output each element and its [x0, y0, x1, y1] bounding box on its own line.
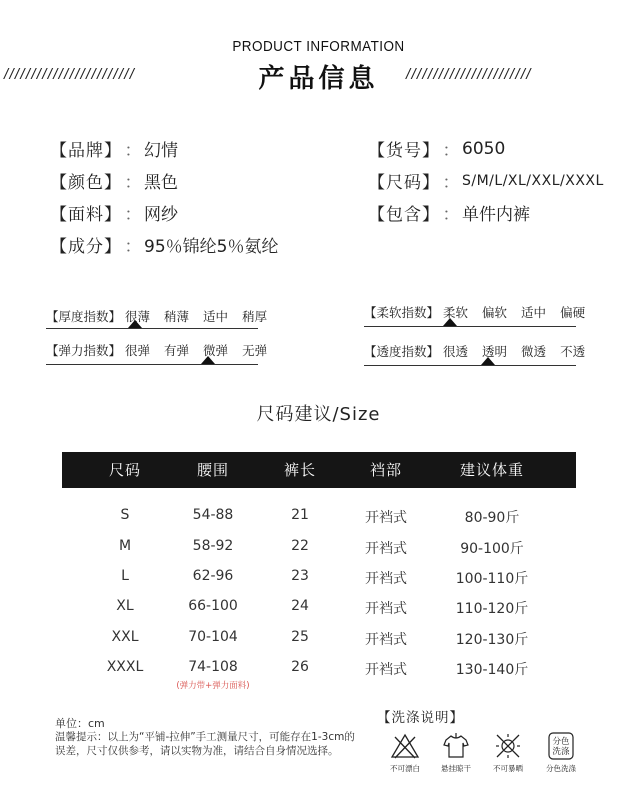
wash-item: [536, 732, 586, 774]
header-size: 尺码: [108, 461, 142, 479]
transparency-option: 透明: [482, 344, 508, 359]
thickness-option: 适中: [203, 309, 229, 324]
cell-weight: 120-130斤: [455, 632, 529, 648]
cell-waist: 74-108: [188, 659, 238, 675]
wash-item: [431, 732, 481, 774]
wash-item-label: 悬挂晾干: [441, 764, 471, 773]
colon: ：: [442, 173, 460, 193]
wash-item-label: 不可漂白: [390, 764, 420, 773]
color-value: 黑色: [144, 173, 178, 193]
softness-index: [364, 303, 599, 321]
softness-marker: [443, 318, 457, 326]
cell-weight: 130-140斤: [455, 662, 529, 678]
cell-waist: 66-100: [188, 598, 238, 614]
colon: ：: [442, 205, 460, 225]
info-color: [50, 168, 178, 193]
unit-label: 单位：cm: [55, 717, 105, 730]
brand-value: 幻情: [144, 141, 178, 161]
cell-size: S: [120, 507, 130, 523]
cell-crotch: 开裆式: [365, 632, 407, 648]
package-label: 【包含】: [368, 205, 440, 225]
cell-waist: 54-88: [192, 507, 234, 523]
info-size: [368, 168, 604, 193]
composition-value: 95％锦纶5％氨纶: [144, 237, 279, 257]
softness-scale-line: [364, 326, 576, 327]
cell-length: 25: [291, 629, 309, 645]
size-table-header: [62, 452, 576, 488]
wash-instructions-title: 【洗涤说明】: [377, 710, 464, 726]
wash-item: [483, 732, 533, 774]
cell-crotch: 开裆式: [365, 510, 407, 526]
cell-size: XXXL: [106, 659, 144, 675]
thickness-option: 很薄: [125, 309, 151, 324]
composition-label: 【成分】: [50, 237, 122, 257]
cell-crotch: 开裆式: [365, 571, 407, 587]
size-section-title: 尺码建议/Size: [256, 404, 381, 425]
colon: ：: [442, 141, 460, 161]
cell-length: 24: [291, 598, 309, 614]
cell-waist: 62-96: [192, 568, 234, 584]
package-value: 单件内裤: [462, 205, 530, 225]
no-sun-dry-icon: [493, 732, 523, 760]
sku-label: 【货号】: [368, 141, 440, 161]
cell-weight: 90-100斤: [460, 541, 524, 557]
cell-size: XXL: [111, 629, 139, 645]
color-label: 【颜色】: [50, 173, 122, 193]
decorative-slashes-left: ////////////////////////: [4, 66, 136, 83]
elasticity-marker: [201, 356, 215, 364]
info-sku: [368, 136, 505, 161]
badge-bottom-text: 洗涤: [552, 747, 570, 757]
elasticity-option: 无弹: [242, 343, 268, 358]
thickness-index-label: 【厚度指数】: [46, 309, 122, 324]
measurement-tips: 温馨提示：以上为“平铺-拉伸”手工测量尺寸，可能存在1-3cm的误差，尺寸仅供参考，请以实物为准，请结合自身情况选择。: [55, 731, 355, 757]
cell-waist: 58-92: [192, 538, 234, 554]
no-bleach-icon: [390, 732, 420, 760]
elasticity-option: 有弹: [164, 343, 190, 358]
wash-item-label: 不可暴晒: [493, 764, 523, 773]
fabric-value: 网纱: [144, 205, 178, 225]
cell-crotch: 开裆式: [365, 601, 407, 617]
cell-crotch: 开裆式: [365, 541, 407, 557]
header-waist: 腰围: [196, 461, 230, 479]
header-crotch: 裆部: [369, 461, 403, 479]
header-title-cn: 产品信息: [258, 64, 379, 94]
elasticity-option: 很弹: [125, 343, 151, 358]
thickness-index: [46, 307, 281, 325]
colon: ：: [124, 237, 142, 257]
softness-index-label: 【柔软指数】: [364, 305, 440, 320]
elasticity-index-label: 【弹力指数】: [46, 343, 122, 358]
hang-dry-icon: [441, 732, 471, 760]
fabric-label: 【面料】: [50, 205, 122, 225]
header-length: 裤长: [283, 461, 317, 479]
thickness-scale-line: [46, 328, 258, 329]
cell-length: 26: [291, 659, 309, 675]
colon: ：: [124, 141, 142, 161]
cell-weight: 100-110斤: [455, 571, 529, 587]
transparency-marker: [481, 357, 495, 365]
transparency-index-label: 【透度指数】: [364, 344, 440, 359]
sku-value: 6050: [462, 138, 506, 159]
colon: ：: [124, 173, 142, 193]
thickness-option: 稍厚: [242, 309, 268, 324]
cell-length: 21: [291, 507, 309, 523]
colon: ：: [124, 205, 142, 225]
transparency-option: 微透: [521, 344, 547, 359]
info-composition: [50, 232, 278, 257]
softness-option: 适中: [521, 305, 547, 320]
size-label: 【尺码】: [368, 173, 440, 193]
cell-length: 23: [291, 568, 309, 584]
transparency-scale-line: [364, 365, 576, 366]
cell-waist: 70-104: [188, 629, 238, 645]
badge-top-text: 分色: [552, 737, 570, 747]
cell-size: L: [121, 568, 129, 584]
thickness-marker: [128, 320, 142, 328]
thickness-option: 稍薄: [164, 309, 190, 324]
softness-option: 偏软: [482, 305, 508, 320]
header-weight: 建议体重: [459, 461, 525, 479]
size-value: S/M/L/XL/XXL/XXXL: [462, 172, 604, 189]
info-package: [368, 200, 530, 225]
softness-option: 柔软: [443, 305, 469, 320]
cell-length: 22: [291, 538, 309, 554]
cell-crotch: 开裆式: [365, 662, 407, 678]
waist-note: (弹力带+弹力面料): [176, 681, 250, 691]
wash-separately-icon: [546, 732, 576, 760]
header-title-en: PRODUCT INFORMATION: [232, 38, 405, 55]
info-fabric: [50, 200, 178, 225]
decorative-slashes-right: ///////////////////////: [406, 66, 532, 83]
wash-item-label: 分色洗涤: [546, 764, 576, 773]
cell-weight: 80-90斤: [464, 510, 520, 526]
softness-option: 偏硬: [560, 305, 586, 320]
elasticity-index: [46, 341, 281, 359]
transparency-option: 很透: [443, 344, 469, 359]
cell-size: M: [118, 538, 132, 554]
info-brand: [50, 136, 178, 161]
brand-label: 【品牌】: [50, 141, 122, 161]
cell-size: XL: [116, 598, 134, 614]
wash-item: [380, 732, 430, 774]
elasticity-scale-line: [46, 364, 258, 365]
cell-weight: 110-120斤: [455, 601, 529, 617]
transparency-option: 不透: [560, 344, 586, 359]
elasticity-option: 微弹: [203, 343, 229, 358]
